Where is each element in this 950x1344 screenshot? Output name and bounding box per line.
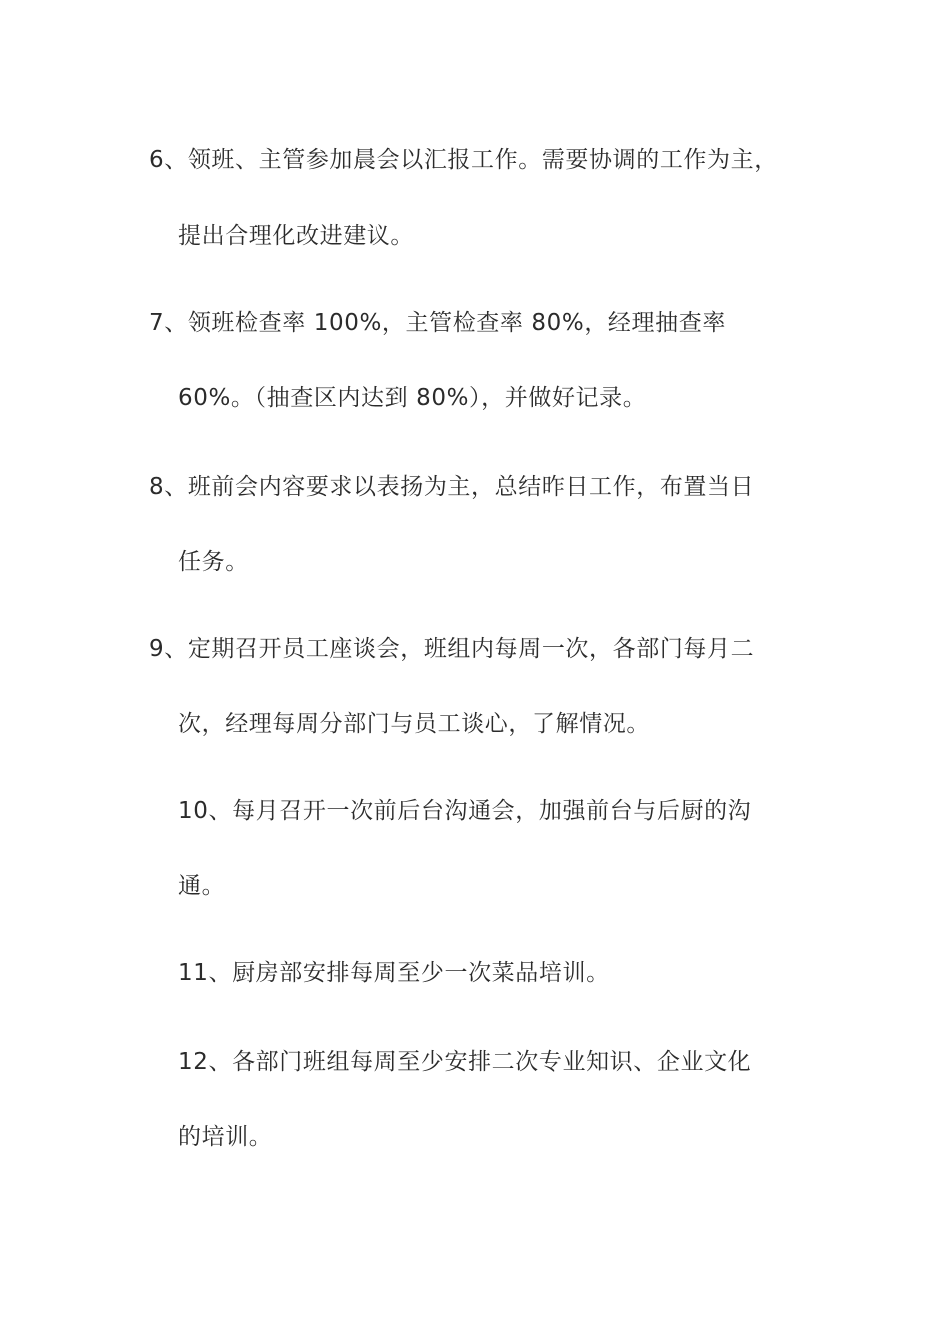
- item-7-line-1: 7、领班检查率 100%，主管检查率 80%，经理抽查率: [149, 310, 726, 336]
- item-12-line-2: 的培训。: [178, 1124, 273, 1150]
- item-10-line-1: 10、每月召开一次前后台沟通会，加强前台与后厨的沟: [178, 798, 752, 824]
- item-10-line-2: 通。: [178, 873, 226, 899]
- item-9-line-1: 9、定期召开员工座谈会，班组内每周一次，各部门每月二: [149, 636, 755, 662]
- item-11-line-1: 11、厨房部安排每周至少一次菜品培训。: [178, 960, 610, 986]
- item-6-line-2: 提出合理化改进建议。: [178, 223, 414, 249]
- item-8-line-1: 8、班前会内容要求以表扬为主，总结昨日工作，布置当日: [149, 474, 755, 500]
- item-6-line-1: 6、领班、主管参加晨会以汇报工作。需要协调的工作为主，: [149, 147, 778, 173]
- item-9-line-2: 次，经理每周分部门与员工谈心，了解情况。: [178, 711, 650, 737]
- item-12-line-1: 12、各部门班组每周至少安排二次专业知识、企业文化: [178, 1049, 752, 1075]
- item-7-line-2: 60%。（抽查区内达到 80%），并做好记录。: [178, 385, 647, 411]
- item-8-line-2: 任务。: [178, 549, 249, 575]
